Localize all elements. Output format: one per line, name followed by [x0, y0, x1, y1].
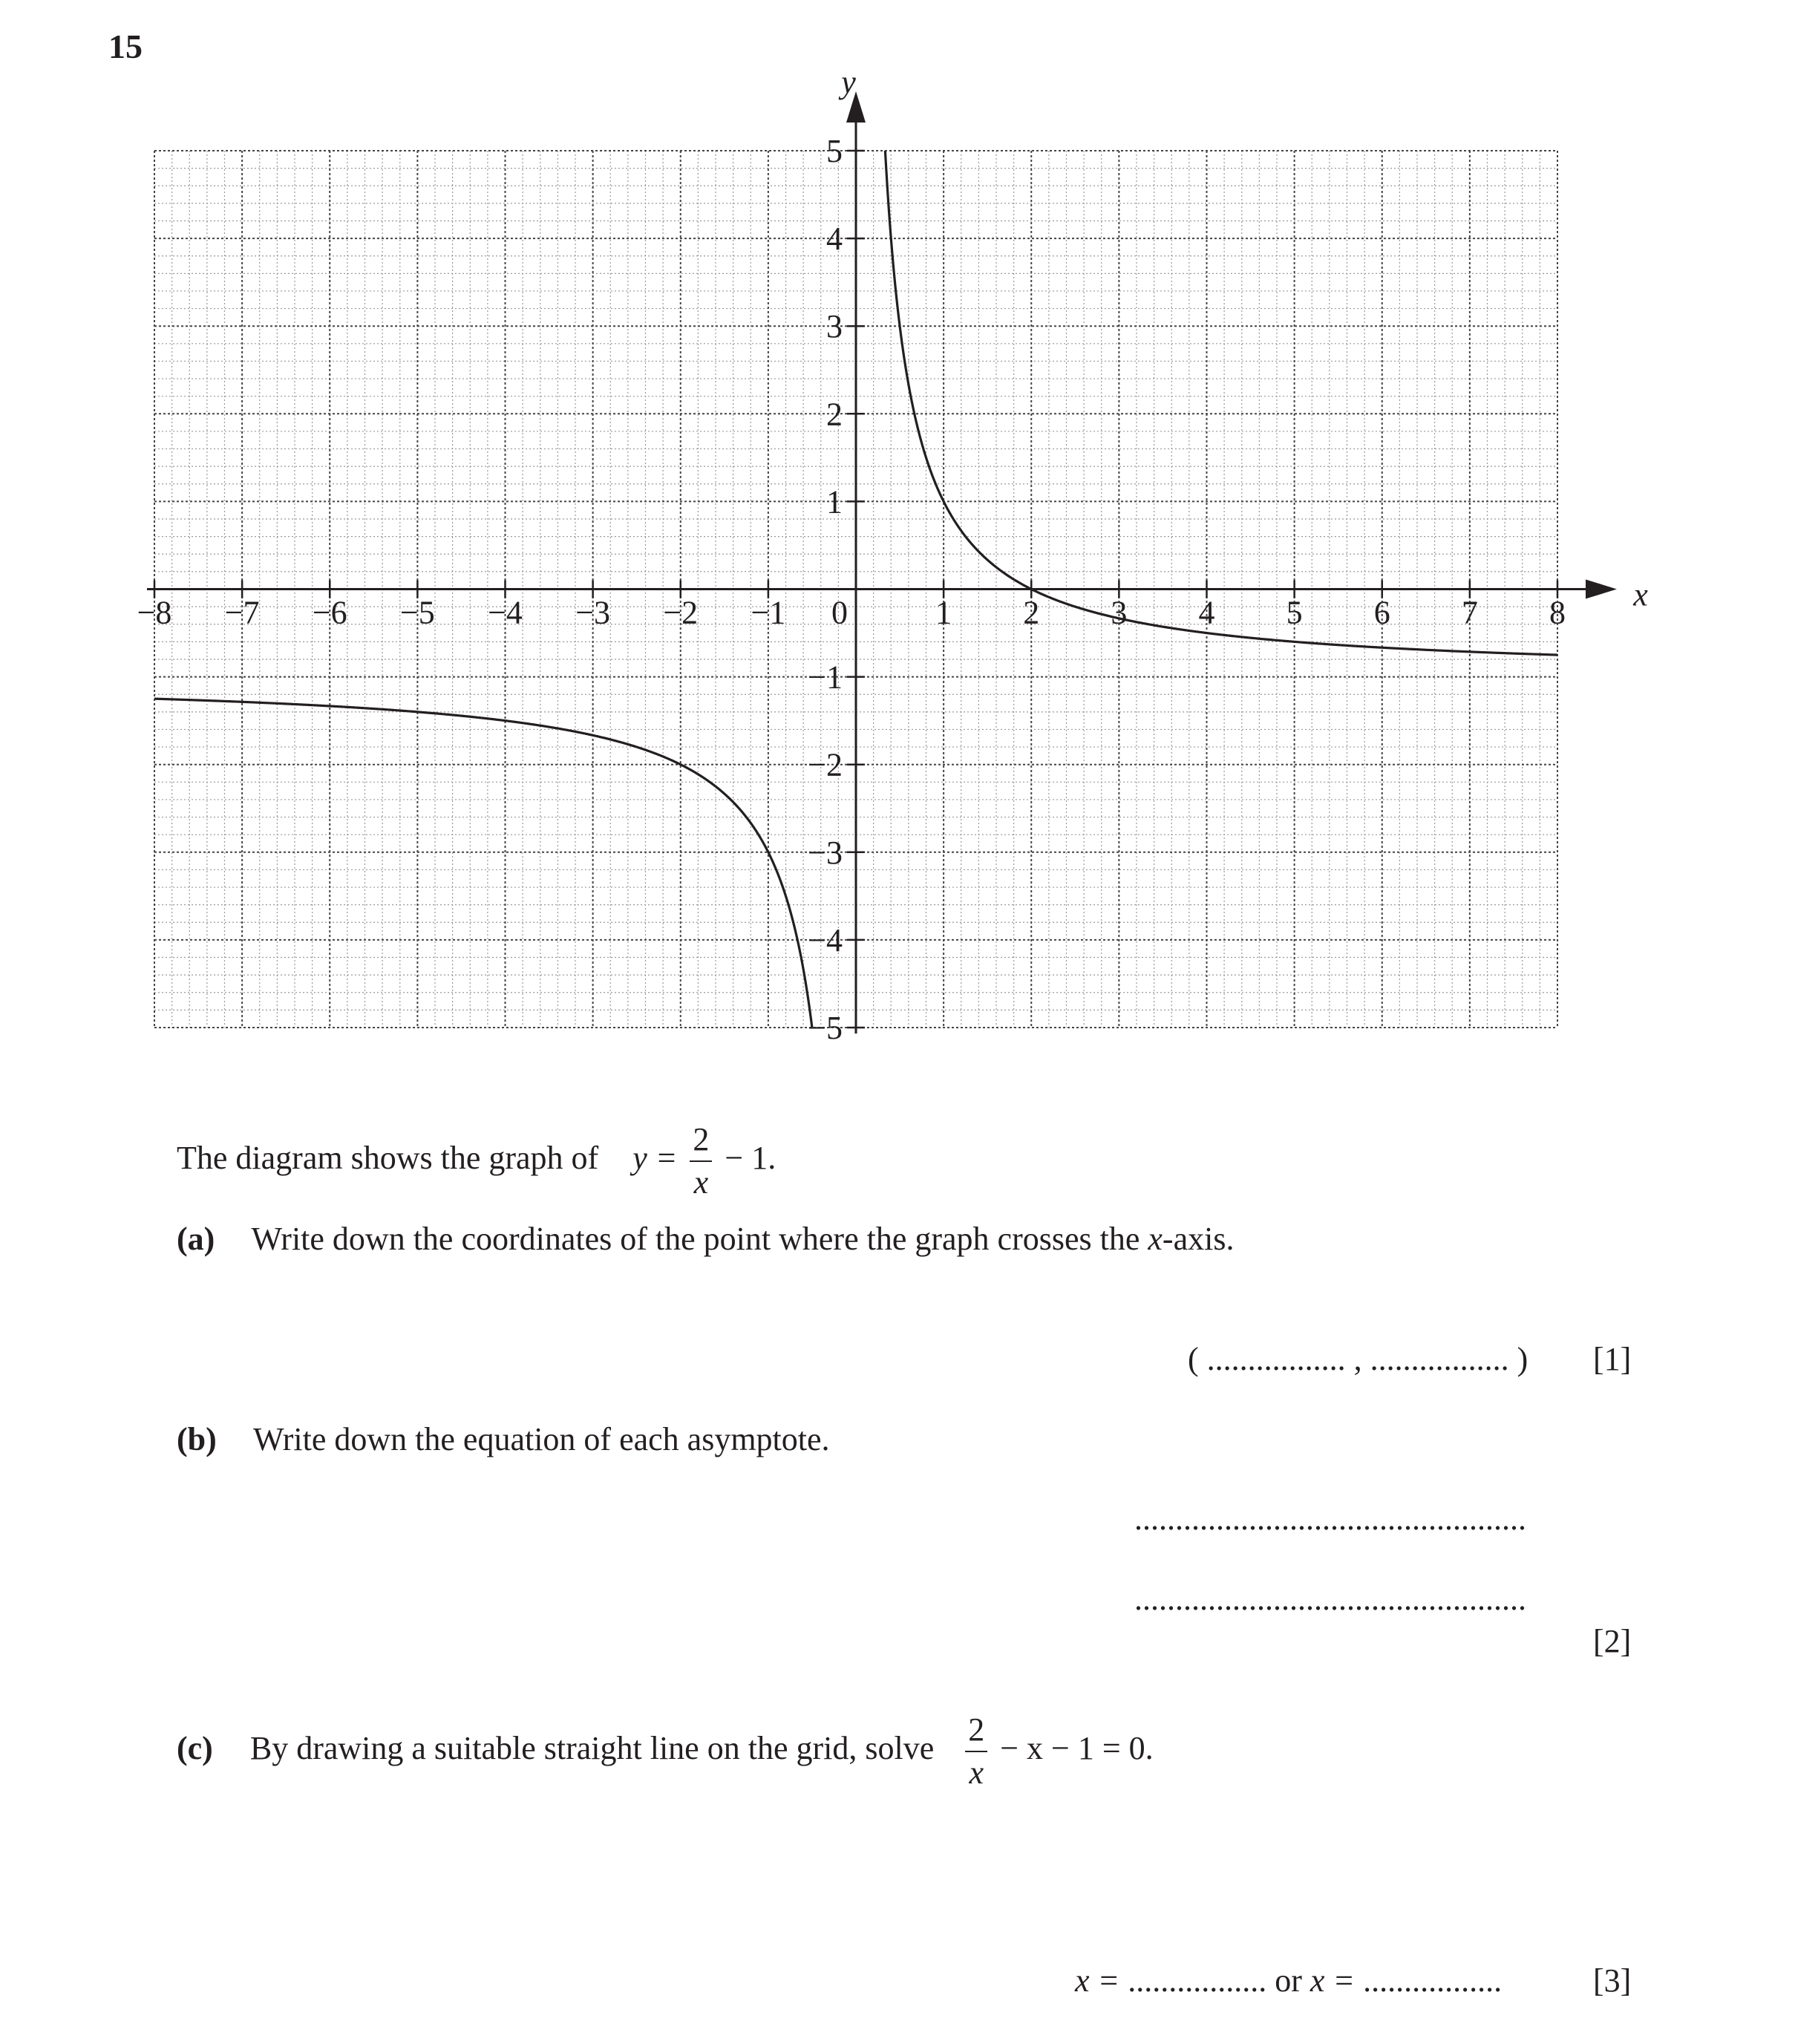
- part-a-label: (a): [177, 1221, 215, 1257]
- intro-fraction: [690, 1123, 712, 1199]
- part-c-text: By drawing a suitable straight line on the grid, solve: [249, 1730, 935, 1767]
- intro-fraction-numerator: 2: [690, 1123, 712, 1162]
- x-axis-label: x: [1633, 576, 1648, 613]
- x-tick-label: −3: [575, 594, 611, 631]
- part-c-answer-2[interactable]: .................: [1363, 1962, 1503, 1999]
- x-tick-label: −1: [751, 594, 786, 631]
- x-tick-label: −6: [312, 594, 347, 631]
- y-tick-label: 1: [826, 483, 843, 520]
- x-tick-label: 8: [1549, 594, 1566, 631]
- part-c-question: [177, 1711, 1154, 1791]
- curve-right-branch: [885, 150, 1557, 655]
- part-a-question: [177, 1220, 1234, 1258]
- part-c-label: (c): [177, 1730, 213, 1767]
- part-c-fraction-denominator: x: [969, 1754, 984, 1791]
- part-a-text: Write down the coordinates of the point where the graph crosses the: [251, 1221, 1140, 1257]
- x-tick-label: 5: [1286, 594, 1303, 631]
- y-tick-label: 3: [826, 308, 843, 345]
- part-c-eq-rest: − x − 1 = 0.: [1000, 1730, 1154, 1767]
- part-c-or: or: [1275, 1962, 1302, 1999]
- y-tick-label: −2: [808, 746, 843, 783]
- intro-text: The diagram shows the graph of: [177, 1140, 599, 1177]
- x-axis-arrow-icon: [1586, 580, 1617, 599]
- intro-eq-y: y =: [632, 1140, 678, 1177]
- part-c-answer-x1-label: x =: [1075, 1962, 1120, 1999]
- part-c-fraction: [965, 1711, 987, 1791]
- y-tick-label: −1: [808, 659, 843, 696]
- x-tick-label: 0: [831, 594, 848, 631]
- y-tick-label: 2: [826, 396, 843, 433]
- question-number: 15: [108, 27, 143, 65]
- y-tick-label: 5: [826, 133, 843, 169]
- curve-left-branch: [154, 699, 827, 1054]
- part-b-label: (b): [177, 1421, 217, 1457]
- intro-fraction-denominator: x: [693, 1164, 709, 1201]
- x-tick-label: −8: [137, 594, 172, 631]
- part-c-answer-x2-label: x =: [1310, 1962, 1356, 1999]
- intro-eq-rest: − 1.: [725, 1140, 776, 1177]
- part-a-answer-line[interactable]: ( ................. , ................. ): [1188, 1341, 1528, 1377]
- part-b-marks: [2]: [1593, 1623, 1632, 1659]
- part-b-answer-line-1[interactable]: ................................................: [1134, 1501, 1526, 1537]
- x-tick-label: −7: [224, 594, 260, 631]
- x-tick-label: 2: [1023, 594, 1040, 631]
- x-tick-label: 4: [1198, 594, 1215, 631]
- x-tick-label: −4: [488, 594, 523, 631]
- x-tick-label: −2: [663, 594, 699, 631]
- part-b-question: [177, 1420, 830, 1458]
- x-tick-label: 6: [1373, 594, 1390, 631]
- y-tick-label: 4: [826, 221, 843, 258]
- x-tick-label: −5: [399, 594, 435, 631]
- part-c-marks: [3]: [1593, 1962, 1632, 1999]
- axes: [147, 64, 1648, 1034]
- part-b-answer-line-2[interactable]: ................................................: [1134, 1581, 1526, 1617]
- part-c-answer-line: [1075, 1962, 1502, 1999]
- part-a-text-post: -axis.: [1162, 1221, 1235, 1257]
- x-tick-label: 3: [1111, 594, 1128, 631]
- y-tick-label: −5: [808, 1010, 843, 1046]
- part-a-text-var: x: [1148, 1221, 1163, 1257]
- part-c-fraction-numerator: 2: [965, 1714, 987, 1752]
- y-axis-label: y: [841, 64, 856, 100]
- y-tick-label: −4: [808, 921, 843, 959]
- part-c-answer-1[interactable]: .................: [1128, 1962, 1267, 1999]
- y-tick-label: −3: [808, 834, 843, 871]
- intro-line: [177, 1123, 776, 1199]
- x-tick-label: 7: [1461, 594, 1478, 631]
- part-a-marks: [1]: [1593, 1341, 1632, 1377]
- part-b-text: Write down the equation of each asymptote.: [253, 1421, 830, 1457]
- x-tick-label: 1: [935, 594, 952, 631]
